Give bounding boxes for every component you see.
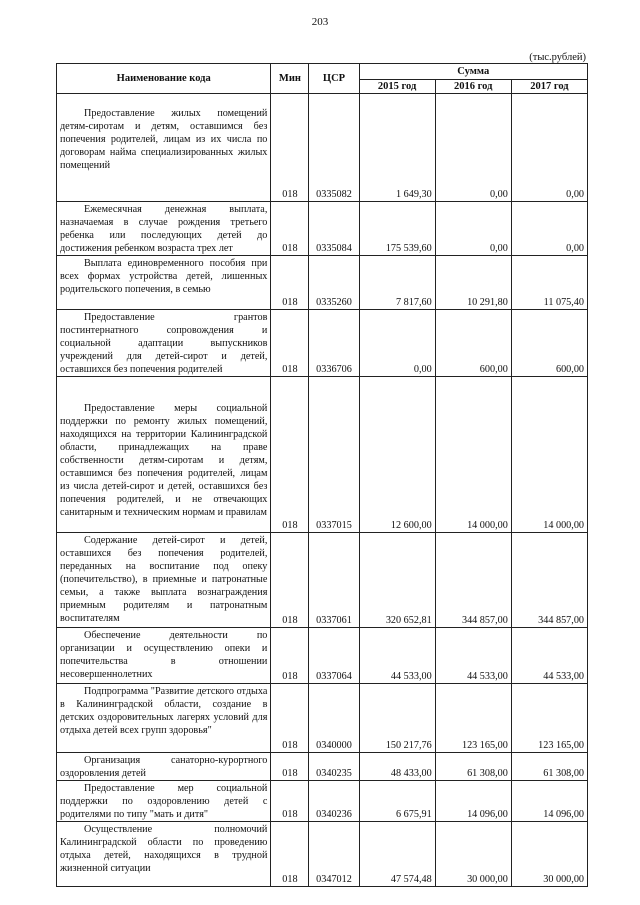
- table-row: [57, 533, 588, 628]
- units-note: (тыс.рублей): [529, 52, 586, 63]
- row-value-2015: 150 217,76: [359, 684, 435, 753]
- table-row: [57, 202, 588, 256]
- row-csr: 0335082: [309, 94, 359, 202]
- row-name-cell: [57, 256, 271, 310]
- row-name-cell: [57, 684, 271, 753]
- row-min: 018: [271, 781, 309, 822]
- row-name-cell: [57, 533, 271, 628]
- row-name: Предоставление жилых помещений детям-сиротам и детям, оставшимся без попечения родителей, лицам из их числа по договорам найма специализированных жилых помещений: [60, 108, 268, 171]
- row-value-2017: 600,00: [511, 310, 587, 377]
- table-row: [57, 781, 588, 822]
- header-sum: Сумма: [359, 64, 587, 80]
- table-row: [57, 310, 588, 377]
- budget-table: [56, 63, 588, 887]
- row-name: Предоставление мер социальной поддержки по оздоровлению детей с родителями по типу "мать и дитя": [60, 783, 268, 820]
- row-csr: 0335084: [309, 202, 359, 256]
- row-name: Осуществление полномочий Калининградской области по проведению отдыха детей, находящихся в трудной жизненной ситуации: [60, 824, 268, 874]
- row-value-2016: 0,00: [435, 94, 511, 202]
- row-csr: 0337064: [309, 628, 359, 684]
- row-min: 018: [271, 628, 309, 684]
- header-name: Наименование кода: [57, 64, 271, 94]
- row-name-cell: [57, 377, 271, 533]
- table-row: [57, 377, 588, 533]
- row-value-2017: 344 857,00: [511, 533, 587, 628]
- row-value-2015: 320 652,81: [359, 533, 435, 628]
- row-value-2016: 61 308,00: [435, 753, 511, 781]
- header-year-2016: 2016 год: [435, 80, 511, 94]
- row-name: Обеспечение деятельности по организации и осуществлению опеки и попечительства в отношении несовершеннолетних: [60, 630, 268, 680]
- row-value-2016: 123 165,00: [435, 684, 511, 753]
- row-value-2016: 30 000,00: [435, 822, 511, 887]
- row-value-2016: 14 000,00: [435, 377, 511, 533]
- row-name: Выплата единовременного пособия при всех формах устройства детей, лишенных родительского попечения, в семью: [60, 258, 268, 295]
- header-min: Мин: [271, 64, 309, 94]
- header-csr: ЦСР: [309, 64, 359, 94]
- row-value-2015: 1 649,30: [359, 94, 435, 202]
- row-name-cell: [57, 202, 271, 256]
- row-name: Организация санаторно-курортного оздоровления детей: [60, 755, 268, 779]
- row-value-2016: 0,00: [435, 202, 511, 256]
- row-value-2016: 10 291,80: [435, 256, 511, 310]
- table-row: [57, 684, 588, 753]
- row-value-2017: 123 165,00: [511, 684, 587, 753]
- row-min: 018: [271, 533, 309, 628]
- row-name: Подпрограмма "Развитие детского отдыха в Калининградской области, создание в детских оздоровительных лагерях условий для отдыха детей всех групп здоровья": [60, 686, 268, 736]
- page-number: 203: [311, 16, 329, 28]
- row-name-cell: [57, 781, 271, 822]
- table-row: [57, 753, 588, 781]
- row-csr: 0337015: [309, 377, 359, 533]
- row-min: 018: [271, 822, 309, 887]
- row-name-cell: [57, 822, 271, 887]
- row-min: 018: [271, 256, 309, 310]
- row-csr: 0347012: [309, 822, 359, 887]
- row-value-2016: 344 857,00: [435, 533, 511, 628]
- row-name: Ежемесячная денежная выплата, назначаемая в случае рождения третьего ребенка или последующих детей до достижения ребенком возраста трех лет: [60, 204, 268, 254]
- table-row: [57, 94, 588, 202]
- row-name: Содержание детей-сирот и детей, оставшихся без попечения родителей, переданных на воспитание под опеку (попечительство), в приемные и патронатные семьи, а также выплата вознаграждения приемным родителям и патронатным воспитателям: [60, 535, 268, 624]
- row-min: 018: [271, 202, 309, 256]
- row-value-2017: 0,00: [511, 202, 587, 256]
- table-row: [57, 256, 588, 310]
- row-value-2015: 48 433,00: [359, 753, 435, 781]
- row-csr: 0340236: [309, 781, 359, 822]
- table-row: [57, 628, 588, 684]
- row-name: Предоставление меры социальной поддержки по ремонту жилых помещений, находящихся на территории Калининградской области, принадлежащих на праве собственности детям-сиротам и детям, оставшимся без попечения родителей, лицам из числа детей-сирот и детей, оставшихся без попечения родителей, и не отвечающих санитарным и техническим нормам и правилам: [60, 403, 268, 518]
- row-name: Предоставление грантов постинтернатного сопровождения и социальной адаптации выпускников учреждений для детей-сирот и детей, оставшихся без попечения родителей: [60, 312, 268, 375]
- row-value-2016: 44 533,00: [435, 628, 511, 684]
- row-name-cell: [57, 94, 271, 202]
- row-min: 018: [271, 94, 309, 202]
- row-min: 018: [271, 753, 309, 781]
- row-value-2015: 44 533,00: [359, 628, 435, 684]
- row-min: 018: [271, 684, 309, 753]
- row-csr: 0337061: [309, 533, 359, 628]
- row-value-2017: 30 000,00: [511, 822, 587, 887]
- row-value-2017: 11 075,40: [511, 256, 587, 310]
- row-csr: 0340235: [309, 753, 359, 781]
- budget-table-body: [57, 94, 588, 887]
- row-value-2015: 12 600,00: [359, 377, 435, 533]
- row-value-2015: 47 574,48: [359, 822, 435, 887]
- row-name-cell: [57, 628, 271, 684]
- row-value-2017: 61 308,00: [511, 753, 587, 781]
- row-value-2017: 0,00: [511, 94, 587, 202]
- row-csr: 0340000: [309, 684, 359, 753]
- row-name-cell: [57, 310, 271, 377]
- row-name-cell: [57, 753, 271, 781]
- header-year-2015: 2015 год: [359, 80, 435, 94]
- row-value-2017: 14 096,00: [511, 781, 587, 822]
- row-value-2015: 6 675,91: [359, 781, 435, 822]
- row-value-2016: 600,00: [435, 310, 511, 377]
- row-csr: 0335260: [309, 256, 359, 310]
- header-year-2017: 2017 год: [511, 80, 587, 94]
- row-value-2017: 44 533,00: [511, 628, 587, 684]
- row-value-2016: 14 096,00: [435, 781, 511, 822]
- row-value-2017: 14 000,00: [511, 377, 587, 533]
- row-value-2015: 175 539,60: [359, 202, 435, 256]
- row-value-2015: 0,00: [359, 310, 435, 377]
- row-csr: 0336706: [309, 310, 359, 377]
- table-row: [57, 822, 588, 887]
- row-value-2015: 7 817,60: [359, 256, 435, 310]
- row-min: 018: [271, 377, 309, 533]
- row-min: 018: [271, 310, 309, 377]
